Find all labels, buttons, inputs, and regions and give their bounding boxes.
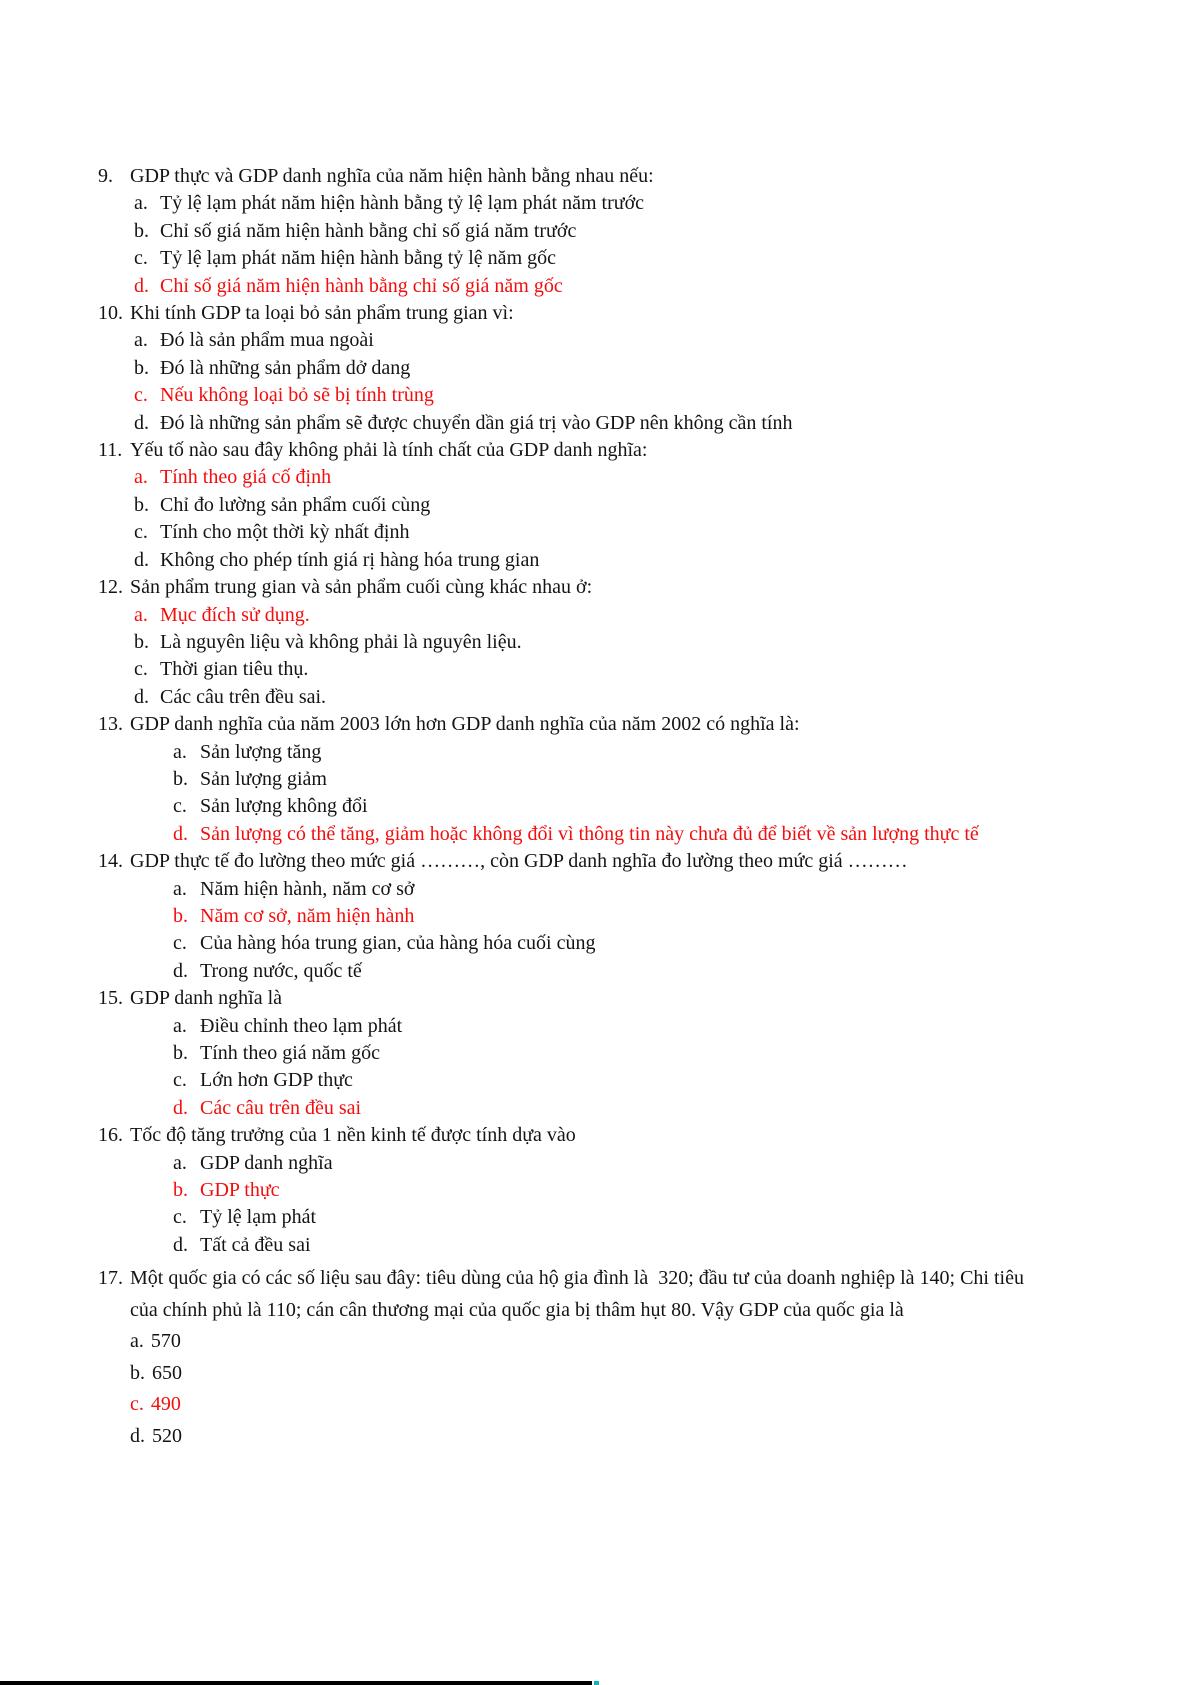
- question-13: [98, 711, 1100, 738]
- question-14: [98, 848, 1100, 875]
- question-9-option-a: [134, 190, 1100, 217]
- option-text: Tính theo giá năm gốc: [200, 1042, 380, 1064]
- option-text: Tỷ lệ lạm phát: [200, 1206, 317, 1229]
- option-letter: b.: [134, 493, 149, 516]
- option-letter: c.: [134, 521, 148, 544]
- option-letter: d.: [173, 1096, 188, 1119]
- question-14-option-c: [173, 930, 1100, 957]
- option-text: Tính cho một thời kỳ nhất định: [160, 521, 410, 544]
- question-14-option-a: [173, 876, 1100, 903]
- option-text: GDP danh nghĩa: [200, 1151, 333, 1174]
- question-17-option-b: [130, 1358, 1100, 1390]
- option-letter: d.: [173, 822, 188, 845]
- question-16-option-a: [173, 1150, 1100, 1177]
- option-letter: c.: [130, 1393, 144, 1416]
- question-16-option-b-correct: [173, 1177, 1100, 1204]
- option-text: Năm cơ sở, năm hiện hành: [200, 904, 415, 927]
- question-11-option-c: [134, 519, 1100, 546]
- option-letter: c.: [134, 658, 148, 681]
- question-9-option-d-correct: [134, 273, 1100, 300]
- option-text: Của hàng hóa trung gian, của hàng hóa cuối cùng: [200, 932, 596, 955]
- question-14-option-b-correct: [173, 903, 1100, 930]
- option-letter: d.: [134, 548, 149, 571]
- question-10-option-b: [134, 355, 1100, 382]
- option-text: Trong nước, quốc tế: [200, 959, 362, 982]
- question-13-option-c: [173, 793, 1100, 820]
- option-text: Thời gian tiêu thụ.: [160, 658, 309, 681]
- option-letter: a.: [134, 329, 148, 352]
- option-letter: a.: [134, 466, 148, 489]
- question-number: 16.: [98, 1124, 123, 1147]
- option-text: Chỉ số giá năm hiện hành bằng chỉ số giá năm trước: [160, 219, 577, 242]
- option-letter: c.: [134, 247, 148, 270]
- option-text: Sản lượng không đổi: [200, 795, 368, 818]
- question-17-option-c-correct: [130, 1389, 1100, 1421]
- option-letter: c.: [173, 1069, 187, 1092]
- option-letter: b.: [134, 630, 149, 653]
- option-letter: b.: [130, 1361, 145, 1384]
- page-bottom-divider-line: [0, 1681, 592, 1685]
- question-11-option-b: [134, 492, 1100, 519]
- option-letter: c.: [173, 795, 187, 818]
- option-letter: d.: [134, 411, 149, 434]
- question-17-option-d: [130, 1421, 1100, 1453]
- option-letter: b.: [134, 356, 149, 379]
- question-12-option-c: [134, 656, 1100, 683]
- question-text: GDP thực và GDP danh nghĩa của năm hiện hành bằng nhau nếu:: [130, 165, 654, 187]
- option-text: Điều chỉnh theo lạm phát: [200, 1014, 403, 1037]
- option-letter: b.: [173, 904, 188, 927]
- question-17-option-a: [130, 1326, 1100, 1358]
- question-14-option-d: [173, 958, 1100, 985]
- option-text: Nếu không loại bỏ sẽ bị tính trùng: [160, 384, 434, 407]
- question-13-option-d-correct: [173, 821, 1100, 848]
- question-text: Khi tính GDP ta loại bỏ sản phẩm trung gian vì:: [130, 302, 514, 325]
- question-16: [98, 1122, 1100, 1149]
- option-text: Sản lượng có thể tăng, giảm hoặc không đổi vì thông tin này chưa đủ để biết về sản lượng thực tế: [200, 822, 979, 845]
- option-text: Đó là những sản phẩm dở dang: [160, 356, 411, 379]
- question-text: Yếu tố nào sau đây không phải là tính chất của GDP danh nghĩa:: [130, 439, 648, 462]
- option-text: Đó là những sản phẩm sẽ được chuyển dần giá trị vào GDP nên không cần tính: [160, 411, 793, 434]
- option-text: Các câu trên đều sai: [200, 1096, 362, 1119]
- question-9: [98, 163, 1100, 190]
- option-text: 650: [152, 1361, 182, 1384]
- option-text: Không cho phép tính giá rị hàng hóa trung gian: [160, 548, 540, 571]
- option-text: 490: [150, 1393, 181, 1416]
- question-16-option-d: [173, 1232, 1100, 1259]
- question-15: [98, 985, 1100, 1012]
- question-number: 9.: [98, 165, 113, 187]
- question-12: [98, 574, 1100, 601]
- option-text: 520: [152, 1424, 182, 1447]
- option-text: Lớn hơn GDP thực: [200, 1069, 353, 1092]
- option-letter: d.: [134, 274, 149, 297]
- option-letter: b.: [134, 219, 149, 242]
- question-10: [98, 300, 1100, 327]
- option-letter: c.: [173, 932, 187, 955]
- option-letter: b.: [173, 767, 188, 790]
- question-number: 12.: [98, 576, 123, 599]
- question-10-option-a: [134, 327, 1100, 354]
- question-11-option-a-correct: [134, 464, 1100, 491]
- option-text: Tất cả đều sai: [200, 1233, 311, 1256]
- question-13-option-b: [173, 766, 1100, 793]
- option-letter: a.: [134, 603, 148, 626]
- question-9-option-b: [134, 218, 1100, 245]
- question-text: GDP danh nghĩa là: [130, 987, 283, 1010]
- question-text: Tốc độ tăng trưởng của 1 nền kinh tế được tính dựa vào: [130, 1124, 576, 1147]
- option-letter: d.: [173, 1233, 188, 1256]
- question-15-option-b: [173, 1040, 1100, 1067]
- option-text: Sản lượng tăng: [200, 740, 322, 763]
- option-text: GDP thực: [200, 1179, 280, 1202]
- option-letter: a.: [173, 1151, 187, 1174]
- question-13-option-a: [173, 739, 1100, 766]
- option-letter: d.: [134, 685, 149, 708]
- question-text: Một quốc gia có các số liệu sau đây: tiêu dùng của hộ gia đình là 320; đầu tư của doanh nghiệp là 140; Chi tiêu của chính phủ là 110; cán cân thương mại của quốc gia bị thâm hụt 80. Vậy GDP của quốc gia là: [130, 1267, 1029, 1321]
- page-bottom-accent-dot: [594, 1681, 599, 1685]
- option-letter: d.: [130, 1424, 145, 1447]
- option-text: Là nguyên liệu và không phải là nguyên liệu.: [160, 630, 522, 653]
- option-text: Tỷ lệ lạm phát năm hiện hành bằng tỷ lệ năm gốc: [160, 247, 556, 270]
- question-17: [98, 1263, 1100, 1326]
- option-letter: c.: [134, 384, 148, 407]
- question-10-option-d: [134, 410, 1100, 437]
- question-9-option-c: [134, 245, 1100, 272]
- option-letter: a.: [173, 1014, 187, 1037]
- option-letter: c.: [173, 1206, 187, 1229]
- question-text: GDP thực tế đo lường theo mức giá ………, còn GDP danh nghĩa đo lường theo mức giá ………: [130, 850, 908, 873]
- question-number: 10.: [98, 302, 123, 325]
- question-text: GDP danh nghĩa của năm 2003 lớn hơn GDP danh nghĩa của năm 2002 có nghĩa là:: [130, 713, 800, 736]
- option-text: Tỷ lệ lạm phát năm hiện hành bằng tỷ lệ lạm phát năm trước: [160, 192, 645, 215]
- option-text: Mục đích sử dụng.: [160, 603, 310, 626]
- question-number: 15.: [98, 987, 123, 1010]
- option-text: Đó là sản phẩm mua ngoài: [160, 329, 374, 352]
- option-letter: b.: [173, 1042, 188, 1064]
- option-letter: a.: [173, 877, 187, 900]
- option-text: Chỉ số giá năm hiện hành bằng chỉ số giá năm gốc: [160, 274, 563, 297]
- option-text: Các câu trên đều sai.: [160, 685, 327, 708]
- question-number: 14.: [98, 850, 123, 873]
- quiz-content: [0, 163, 1100, 1452]
- option-text: Tính theo giá cố định: [160, 466, 332, 489]
- question-number: 17.: [98, 1267, 123, 1290]
- question-number: 13.: [98, 713, 123, 736]
- question-11-option-d: [134, 547, 1100, 574]
- option-letter: a.: [130, 1330, 144, 1353]
- option-text: 570: [150, 1330, 181, 1353]
- option-letter: a.: [134, 192, 148, 215]
- question-15-option-c: [173, 1067, 1100, 1094]
- question-12-option-a-correct: [134, 602, 1100, 629]
- option-text: Sản lượng giảm: [200, 767, 327, 790]
- option-letter: d.: [173, 959, 188, 982]
- option-text: Chỉ đo lường sản phẩm cuối cùng: [160, 493, 431, 516]
- option-text: Năm hiện hành, năm cơ sở: [200, 877, 415, 900]
- question-text: Sản phẩm trung gian và sản phẩm cuối cùng khác nhau ở:: [130, 576, 593, 599]
- question-15-option-d-correct: [173, 1095, 1100, 1122]
- question-12-option-b: [134, 629, 1100, 656]
- question-16-option-c: [173, 1204, 1100, 1231]
- question-10-option-c-correct: [134, 382, 1100, 409]
- question-12-option-d: [134, 684, 1100, 711]
- option-letter: a.: [173, 740, 187, 763]
- question-15-option-a: [173, 1013, 1100, 1040]
- option-letter: b.: [173, 1179, 188, 1202]
- question-number: 11.: [98, 439, 123, 462]
- question-11: [98, 437, 1100, 464]
